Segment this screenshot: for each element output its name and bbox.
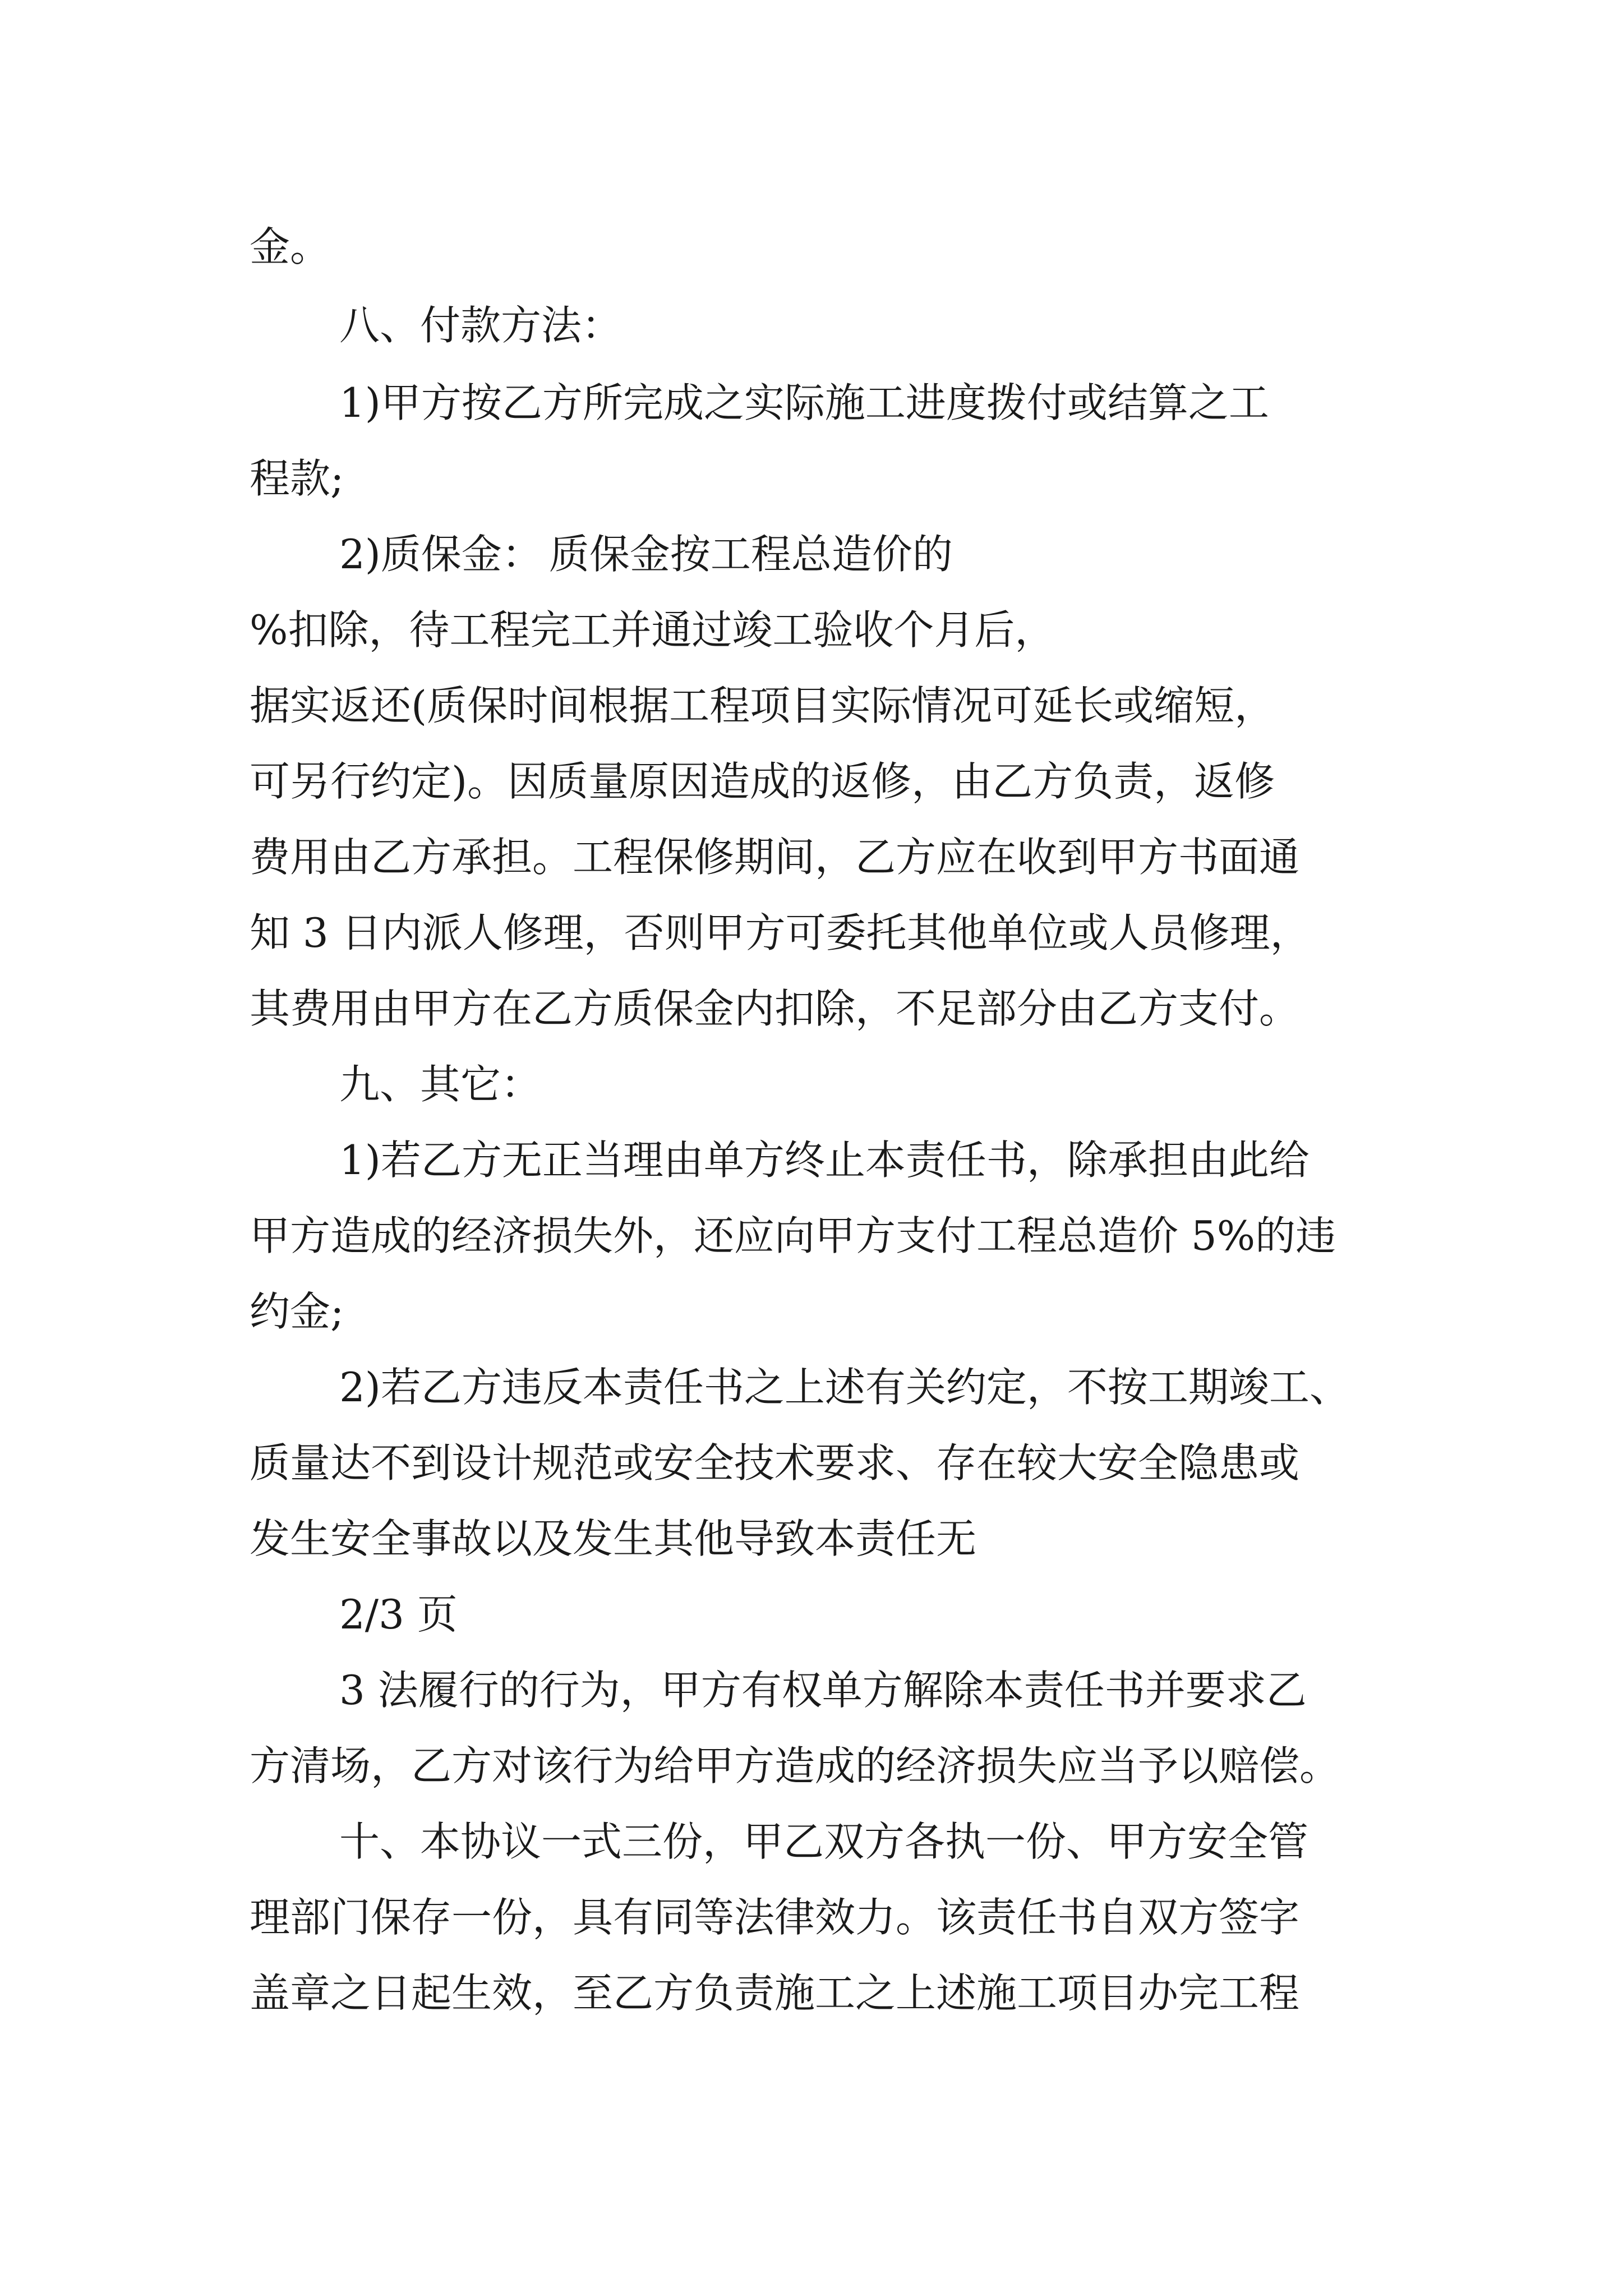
paragraph-line: 1)若乙方无正当理由单方终止本责任书，除承担由此给 [339, 1137, 1310, 1184]
paragraph-line: 发生安全事故以及发生其他导致本责任无 [250, 1515, 977, 1562]
paragraph-line: 3 法履行的行为，甲方有权单方解除本责任书并要求乙 [339, 1667, 1307, 1714]
paragraph-line: 1)甲方按乙方所完成之实际施工进度拨付或结算之工 [339, 379, 1269, 426]
paragraph-line: 盖章之日起生效，至乙方负责施工之上述施工项目办完工程 [250, 1970, 1300, 2017]
paragraph-line: 其费用由甲方在乙方质保金内扣除，不足部分由乙方支付。 [250, 985, 1300, 1032]
paragraph-line: 方清场，乙方对该行为给甲方造成的经济损失应当予以赔偿。 [250, 1742, 1340, 1789]
paragraph-line: 可另行约定)。因质量原因造成的返修，由乙方负责，返修 [250, 758, 1275, 805]
paragraph-line: 十、本协议一式三份，甲乙双方各执一份、甲方安全管 [339, 1818, 1309, 1865]
page-number: 2/3 页 [339, 1591, 458, 1638]
paragraph-line: 理部门保存一份，具有同等法律效力。该责任书自双方签字 [250, 1894, 1300, 1941]
paragraph-line: 金。 [250, 223, 331, 270]
paragraph-line: 2)若乙方违反本责任书之上述有关约定，不按工期竣工、 [339, 1364, 1350, 1411]
paragraph-line: 据实返还(质保时间根据工程项目实际情况可延长或缩短， [250, 682, 1275, 729]
section-heading-payment: 八、付款方法： [339, 302, 623, 349]
paragraph-line: 费用由乙方承担。工程保修期间，乙方应在收到甲方书面通 [250, 834, 1300, 881]
paragraph-line: 程款; [250, 455, 344, 502]
section-heading-other: 九、其它： [339, 1061, 542, 1108]
paragraph-line: 知 3 日内派人修理，否则甲方可委托其他单位或人员修理， [250, 909, 1311, 956]
paragraph-line: 甲方造成的经济损失外，还应向甲方支付工程总造价 5%的违 [250, 1212, 1336, 1259]
paragraph-line: 约金; [250, 1288, 344, 1335]
paragraph-line: 2)质保金： 质保金按工程总造价的 [339, 531, 953, 578]
paragraph-line: 质量达不到设计规范或安全技术要求、存在较大安全隐患或 [250, 1439, 1300, 1487]
paragraph-line: %扣除，待工程完工并通过竣工验收个月后， [250, 606, 1055, 654]
